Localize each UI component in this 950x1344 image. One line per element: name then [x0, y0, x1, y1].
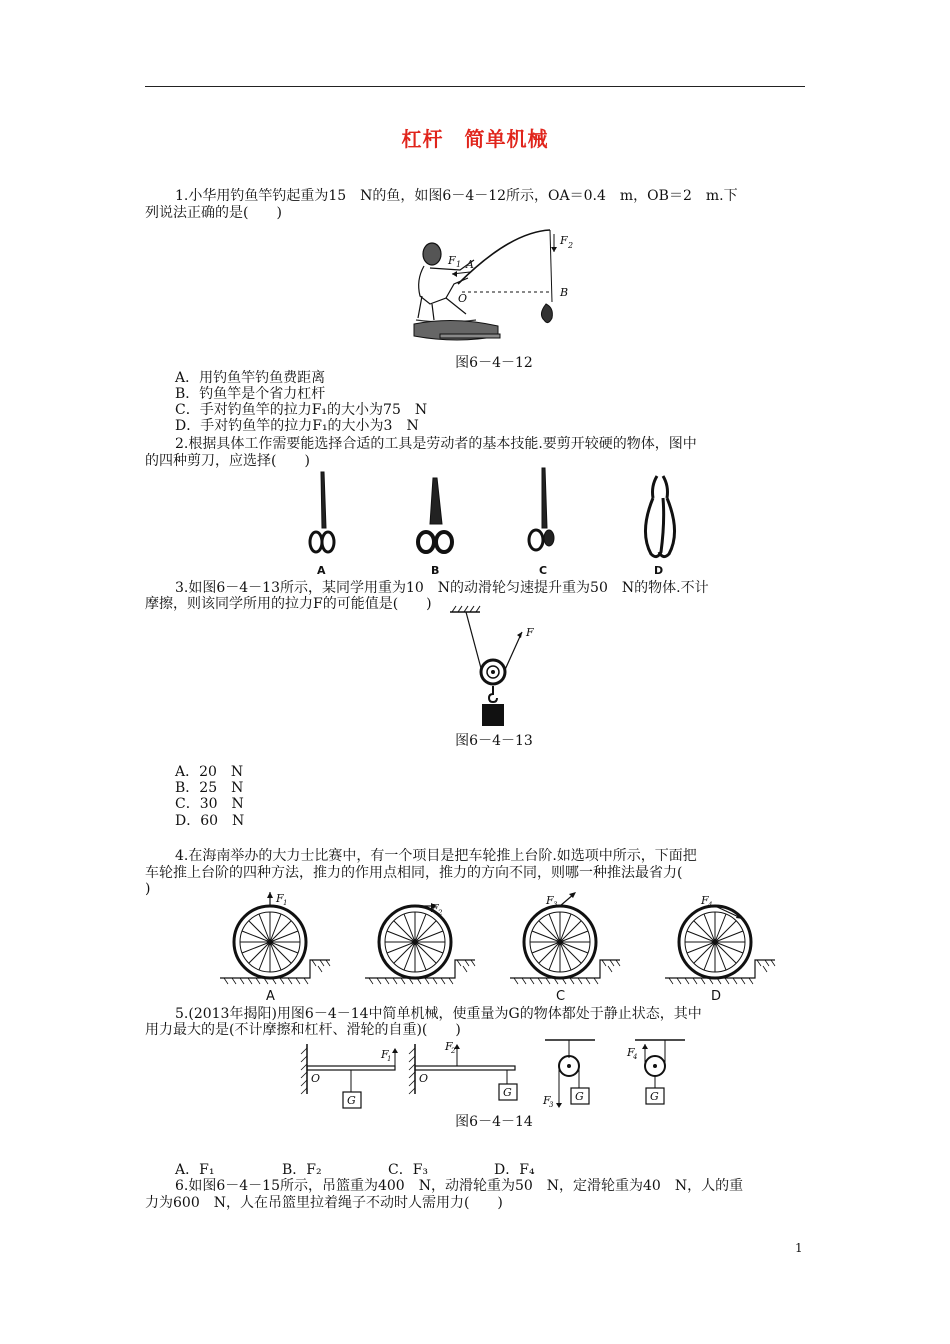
q3-stem-line1: 3.如图6－4－13所示，某同学用重为10 N的动滑轮匀速提升重为50 N的物体.不计: [175, 580, 709, 596]
q5-label-f3-sub: 3: [549, 1101, 554, 1109]
q5-label-o-1: O: [311, 1072, 321, 1085]
q4-force-sub-2: 2: [438, 909, 443, 917]
q6-stem-line2: 力为600 N，人在吊篮里拉着绳子不动时人需用力( ): [145, 1195, 503, 1211]
q1-label-f1: F: [448, 254, 456, 267]
q5-option-b: B．F₂: [282, 1162, 322, 1178]
q4-label-c: C: [556, 989, 566, 1004]
q4-stem-line2: 车轮推上台阶的四种方法，推力的作用点相同，推力的方向不同，则哪一种推法最省力(: [145, 865, 683, 881]
scissors-figure: [295, 468, 695, 580]
q5-option-a: A．F₁: [175, 1162, 215, 1178]
q5-label-f1-sub: 1: [387, 1055, 392, 1063]
q5-label-f-4: F: [627, 1046, 635, 1059]
q4-force-sub-3: 3: [553, 901, 558, 909]
wheel-option-d: [665, 894, 775, 1004]
q1-option-b: B．钓鱼竿是个省力杠杆: [175, 386, 326, 402]
q5-figure-caption: 图6－4－14: [455, 1114, 533, 1130]
q5-label-f4-sub: 4: [633, 1053, 638, 1061]
q5-label-g-3: G: [575, 1090, 584, 1103]
q5-option-d: D．F₄: [494, 1162, 535, 1178]
q2-label-b: B: [431, 564, 440, 577]
q4-force-label-2: F: [431, 902, 439, 915]
fishing-rod-figure: [410, 222, 580, 347]
q3-option-a: A．20 N: [175, 764, 244, 780]
fisher-person: [416, 243, 476, 322]
q5-label-g-4: G: [650, 1090, 659, 1103]
q1-label-b: B: [560, 286, 569, 299]
fish: [541, 304, 552, 323]
q1-label-a: A: [466, 258, 474, 271]
q2-stem-line2: 的四种剪刀，应选择( ): [145, 453, 310, 469]
wheels-figure: [215, 892, 775, 1004]
q1-label-o: O: [458, 292, 468, 305]
q5-label-g-2: G: [503, 1086, 512, 1099]
page-title: 杠杆 简单机械: [401, 127, 549, 151]
q2-label-c: C: [539, 564, 548, 577]
scissors-d: [645, 476, 674, 557]
lever-f1: [301, 1044, 398, 1108]
q5-stem-line2: 用力最大的是(不计摩擦和杠杆、滑轮的自重)( ): [145, 1022, 461, 1038]
q5-label-o-2: O: [419, 1072, 429, 1085]
q3-option-d: D．60 N: [175, 813, 245, 829]
ground-rocks: [414, 320, 500, 340]
q4-force-sub-1: 1: [283, 899, 288, 907]
rod: [458, 230, 550, 284]
q5-label-f2-sub: 2: [451, 1047, 456, 1055]
q1-stem-line1: 1.小华用钓鱼竿钓起重为15 N的鱼，如图6－4－12所示，OA＝0.4 m，OB＝2 m.下: [175, 188, 738, 204]
q4-label-a: A: [266, 989, 275, 1004]
q4-stem-line1: 4.在海南举办的大力士比赛中，有一个项目是把车轮推上台阶.如选项中所示，下面把: [175, 848, 697, 864]
q1-option-c: C．手对钓鱼竿的拉力F₁的大小为75 N: [175, 402, 428, 418]
q5-label-f-3: F: [543, 1094, 551, 1107]
q3-figure-caption: 图6－4－13: [455, 733, 533, 749]
movable-pulley-f4: [626, 1040, 685, 1104]
scissors-a: [310, 472, 334, 552]
lever-f2: [409, 1040, 517, 1100]
movable-pulley-figure: [440, 606, 560, 732]
q1-label-f1-sub: 1: [456, 260, 462, 269]
header-rule: [145, 86, 805, 87]
q1-label-f2-sub: 2: [568, 241, 574, 250]
fixed-pulley-f3: [542, 1040, 595, 1109]
q1-option-a: A．用钓鱼竿钓鱼费距离: [175, 370, 326, 386]
q5-stem-line1: 5.(2013年揭阳)用图6－4－14中简单机械，使重量为G的物体都处于静止状态，其中: [175, 1006, 702, 1022]
q2-label-d: D: [654, 564, 664, 577]
page-number: 1: [795, 1241, 803, 1255]
scissors-b: [418, 478, 452, 552]
q4-force-label-4: F: [701, 894, 709, 907]
scissors-c: [529, 468, 554, 550]
q2-stem-line1: 2.根据具体工作需要能选择合适的工具是劳动者的基本技能.要剪开较硬的物体，图中: [175, 436, 697, 452]
q4-label-d: D: [711, 989, 722, 1004]
q1-label-f2: F: [560, 234, 568, 247]
wheel-option-a: [220, 892, 330, 1004]
q4-stem-line3: ): [145, 881, 151, 897]
q4-force-sub-4: 4: [708, 901, 713, 909]
q5-label-g-1: G: [347, 1094, 356, 1107]
simple-machines-figure: [295, 1036, 695, 1114]
q3-option-c: C．30 N: [175, 796, 244, 812]
fishing-line: [550, 230, 552, 302]
q3-label-f: F: [526, 626, 534, 639]
q3-option-b: B．25 N: [175, 780, 244, 796]
q2-label-a: A: [317, 564, 326, 577]
q4-force-label-3: F: [546, 894, 554, 907]
q5-label-f-2: F: [445, 1040, 453, 1053]
q3-stem-line2: 摩擦，则该同学所用的拉力F的可能值是( ): [145, 596, 432, 612]
q1-option-d: D．手对钓鱼竿的拉力F₁的大小为3 N: [175, 418, 419, 434]
q4-force-label-1: F: [276, 892, 284, 905]
wheel-option-c: [510, 892, 620, 1004]
wheel-option-b: [365, 902, 475, 984]
q5-option-c: C．F₃: [388, 1162, 429, 1178]
q1-figure-caption: 图6－4－12: [455, 355, 533, 371]
q5-label-f-1: F: [381, 1048, 389, 1061]
q1-stem-line2: 列说法正确的是( ): [145, 205, 282, 221]
q6-stem-line1: 6.如图6－4－15所示，吊篮重为400 N，动滑轮重为50 N，定滑轮重为40 N，人的重: [175, 1178, 744, 1194]
